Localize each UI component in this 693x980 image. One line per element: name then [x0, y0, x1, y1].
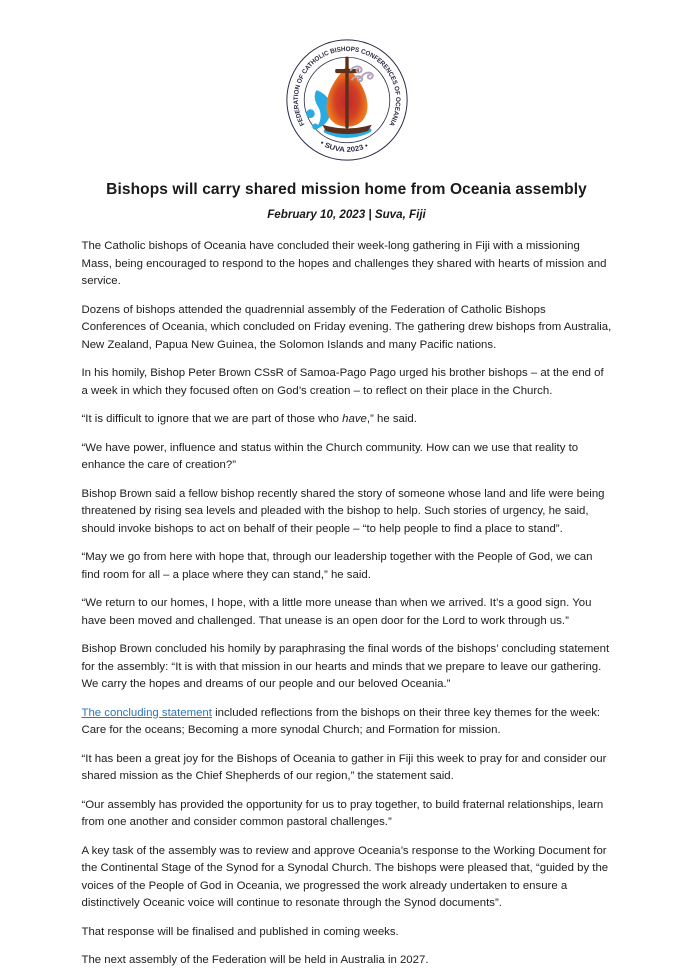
paragraph: Bishop Brown said a fellow bishop recently shared the story of someone whose land and life were being threatened by rising sea levels and pleaded with the bishop to help. Such stories of urgency, he said, should invoke bishops to act on behalf of their people – “to help people to find a place to stand”.: [81, 487, 605, 535]
article-dateline: February 10, 2023 | Suva, Fiji: [267, 208, 426, 221]
paragraph: That response will be finalised and published in coming weeks.: [81, 925, 399, 938]
paragraph: The next assembly of the Federation will be held in Australia in 2027.: [81, 954, 429, 966]
emphasized-word: have: [342, 413, 367, 425]
paragraph: “Our assembly has provided the opportunity for us to pray together, to build fraternal relationships, learn from one another and consider common pastoral challenges.”: [81, 798, 604, 828]
paragraph: [82, 705, 612, 740]
concluding-statement-link[interactable]: The concluding statement: [81, 706, 212, 719]
logo-ring-text: FEDERATION OF CATHOLIC BISHOPS CONFERENCES OF OCEANIA: [292, 45, 401, 128]
paragraph: “May we go from here with hope that, through our leadership together with the People of God, we can find room for all – a place where they can stand,” he said.: [81, 551, 593, 581]
paragraph: A key task of the assembly was to review and approve Oceania’s response to the Working Document for the Continental Stage of the Synod for a Synodal Church. The bishops were pleased that, “guided by the voices of the People of God in Oceania, we progressed the work already undertaken to ensure a distinctively Oceanic voice will continue to resonate through the Synod documents”.: [81, 844, 609, 909]
fcbco-logo: [285, 38, 409, 162]
quote-text: ,” he said.: [366, 413, 417, 425]
paragraph: In his homily, Bishop Peter Brown CSsR of Samoa-Pago Pago urged his brother bishops – at the end of a week in which they focused often on God’s creation – to reflect on their place in the Church.: [81, 367, 604, 397]
article-body: [82, 238, 612, 970]
paragraph: Dozens of bishops attended the quadrennial assembly of the Federation of Catholic Bishops Conferences of Oceania, which concluded on Friday evening. The gathering drew bishops from Australia, New Zealand, Papua New Guinea, the Solomon Islands and many Pacific nations.: [81, 303, 612, 351]
logo-container: [0, 0, 693, 162]
article-title: Bishops will carry shared mission home from Oceania assembly: [106, 181, 587, 198]
paragraph: “We have power, influence and status within the Church community. How can we use that reality to enhance the care of creation?”: [81, 441, 579, 471]
paragraph: [82, 411, 612, 429]
paragraph: “We return to our homes, I hope, with a little more unease than when we arrived. It’s a good sign. You have been moved and challenged. That unease is an open door for the Lord to work through us.”: [81, 597, 592, 627]
quote-text: “It is difficult to ignore that we are part of those who: [81, 413, 343, 425]
paragraph: The Catholic bishops of Oceania have concluded their week-long gathering in Fiji with a missioning Mass, being encouraged to respond to the hopes and challenges they shared with hearts of mission and service.: [81, 240, 607, 287]
paragraph: “It has been a great joy for the Bishops of Oceania to gather in Fiji this week to pray for and consider our shared mission as the Chief Shepherds of our region,” the statement said.: [81, 752, 607, 782]
paragraph: Bishop Brown concluded his homily by paraphrasing the final words of the bishops’ concluding statement for the assembly: “It is with that mission in our hearts and minds that we prepare to leave our gathering. We carry the hopes and dreams of our people and our beloved Oceania.”: [81, 643, 610, 690]
paragraph-text: included reflections from the bishops on their three key themes for the week: Care for the oceans; Becoming a more synodal Church; and Formation for mission.: [81, 706, 601, 736]
logo-suva-text: • SUVA 2023 •: [318, 138, 369, 154]
